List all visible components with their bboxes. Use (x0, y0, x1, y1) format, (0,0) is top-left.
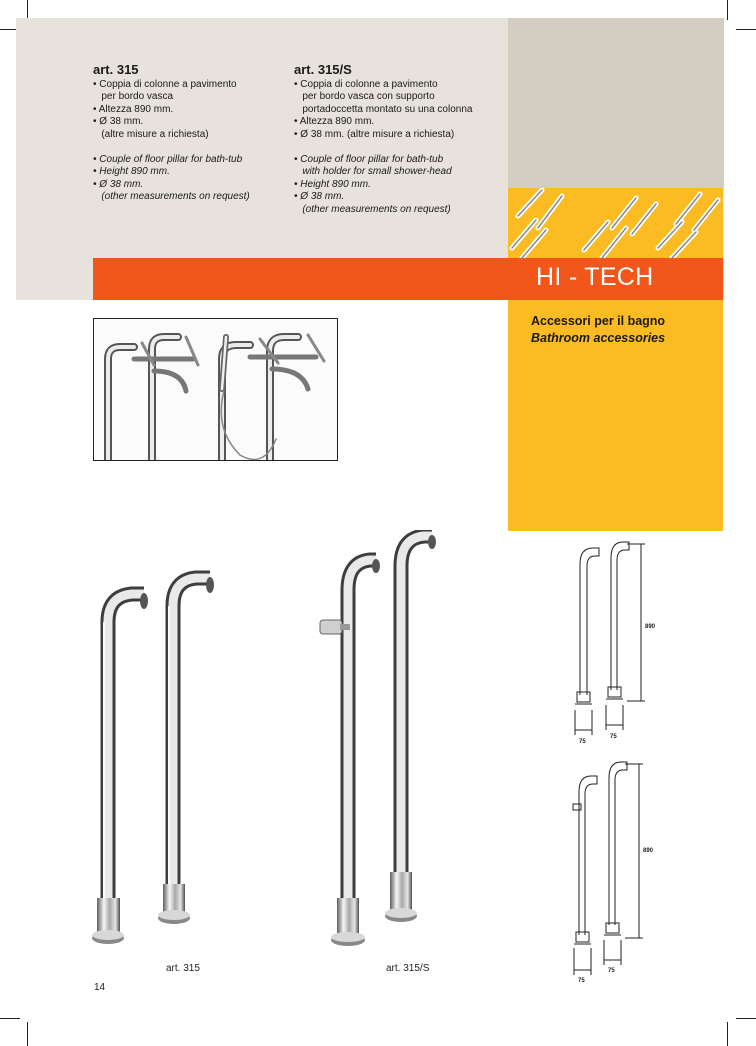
description-line: • Coppia di colonne a pavimento (294, 79, 438, 90)
pipes-decoration (508, 188, 724, 258)
base-dimension: 75 (608, 968, 615, 974)
caption-315s: art. 315/S (386, 963, 430, 974)
description-line-en: with holder for small shower-head (294, 166, 452, 178)
crop-mark (727, 0, 728, 20)
description-line-en: • Ø 38 mm. (294, 191, 345, 203)
base-dimension: 75 (610, 734, 617, 740)
product-description-315s (294, 62, 504, 216)
crop-mark (727, 1022, 728, 1046)
description-line-en: • Couple of floor pillar for bath-tub (294, 154, 444, 166)
category-title-it: Accessori per il bagno (531, 314, 666, 328)
base-dimension: 75 (578, 978, 585, 984)
header-corner-block (508, 18, 724, 188)
page-number: 14 (94, 982, 106, 993)
product-title: art. 315 (93, 62, 139, 77)
technical-drawing-315 (565, 540, 665, 745)
height-dimension: 890 (645, 624, 656, 630)
description-line: (altre misure a richiesta) (93, 128, 209, 140)
caption-315: art. 315 (166, 963, 200, 974)
installation-photo (93, 318, 338, 461)
category-title-en: Bathroom accessories (531, 331, 666, 345)
product-title: art. 315/S (294, 62, 352, 77)
crop-mark (27, 0, 28, 20)
description-line-en: • Ø 38 mm. (93, 178, 144, 190)
description-line: per bordo vasca (93, 91, 174, 103)
technical-drawing-315s (565, 760, 665, 985)
description-line: • Ø 38 mm. (altre misure a richiesta) (294, 128, 455, 140)
description-line: per bordo vasca con supporto (294, 91, 435, 103)
product-photo-315 (86, 560, 236, 960)
crop-mark (27, 1022, 28, 1046)
crop-mark (736, 1018, 756, 1019)
title-bar (93, 258, 723, 300)
description-line: • Ø 38 mm. (93, 116, 144, 128)
description-line: • Altezza 890 mm. (294, 116, 375, 128)
description-line: portadoccetta montato su una colonna (294, 103, 473, 115)
crop-mark (0, 1018, 20, 1019)
description-line: • Coppia di colonne a pavimento (93, 79, 237, 90)
height-dimension: 890 (643, 848, 654, 854)
description-line-en: • Couple of floor pillar for bath-tub (93, 154, 243, 166)
category-title (531, 313, 665, 347)
description-line-en: (other measurements on request) (294, 203, 451, 215)
crop-mark (736, 29, 756, 30)
product-description-315 (93, 62, 293, 204)
description-line-en: • Height 890 mm. (294, 178, 371, 190)
brand-title: HI - TECH (536, 263, 654, 291)
product-photo-315s (310, 530, 460, 950)
description-line: • Altezza 890 mm. (93, 103, 174, 115)
description-line-en: (other measurements on request) (93, 191, 250, 203)
base-dimension: 75 (579, 739, 586, 745)
description-line-en: • Height 890 mm. (93, 166, 170, 178)
